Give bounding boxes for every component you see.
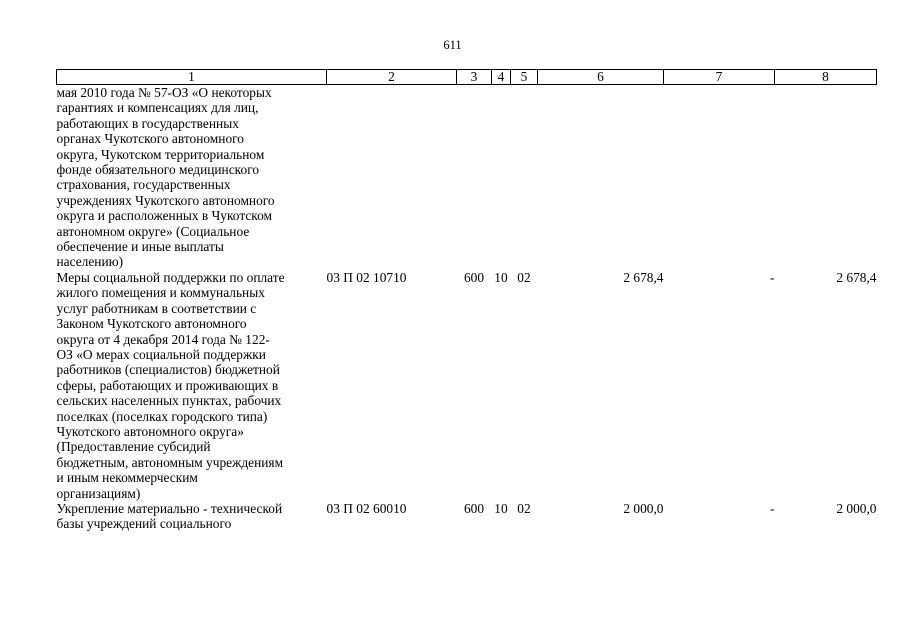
text-line: округа от 4 декабря 2014 года № 122- xyxy=(56,331,270,347)
section-code xyxy=(492,85,511,270)
target-code: 03 П 02 10710 xyxy=(326,269,407,285)
section-code: 10 xyxy=(494,269,508,285)
text-line: учреждениях Чукотского автономного xyxy=(56,192,275,208)
text-line: органах Чукотского автономного xyxy=(56,131,244,147)
text-line: работающих в государственных xyxy=(56,115,239,131)
target-code xyxy=(327,85,457,270)
text-line: услуг работникам в соответствии с xyxy=(56,300,257,316)
text-line: Законом Чукотского автономного xyxy=(56,316,247,332)
subsection-code: 02 xyxy=(517,269,531,285)
text-line: фонде обязательного медицинского xyxy=(56,162,260,178)
amount-col6: 2 678,4 xyxy=(623,269,664,285)
table-header-row xyxy=(57,70,877,85)
text-line: ОЗ «О мерах социальной поддержки xyxy=(56,346,266,362)
text-line: гарантиях и компенсациях для лиц, xyxy=(56,100,259,116)
text-line: населению) xyxy=(56,254,124,270)
text-line: мая 2010 года № 57-ОЗ «О некоторых xyxy=(56,85,272,100)
budget-table xyxy=(56,69,877,532)
expense-type xyxy=(457,85,492,270)
text-line: (Предоставление субсидий xyxy=(56,439,211,455)
column-header: 5 xyxy=(511,70,538,85)
text-line: сферы, работающих и проживающих в xyxy=(56,377,279,393)
section-code: 10 xyxy=(494,500,508,516)
table-row xyxy=(57,85,877,270)
text-line: и иным некоммерческим xyxy=(56,470,198,486)
text-line: базы учреждений социального xyxy=(56,516,232,532)
text-line: Меры социальной поддержки по оплате xyxy=(56,269,285,285)
text-line: обеспечение и иные выплаты xyxy=(56,239,224,255)
column-header: 6 xyxy=(538,70,664,85)
row-description xyxy=(57,85,327,270)
amount-col7: - xyxy=(770,500,775,516)
column-header: 3 xyxy=(457,70,492,85)
amount-col8 xyxy=(775,85,877,270)
text-line: жилого помещения и коммунальных xyxy=(56,285,265,301)
subsection-code: 02 xyxy=(517,500,531,516)
column-header: 2 xyxy=(327,70,457,85)
column-header: 7 xyxy=(664,70,775,85)
text-line: бюджетным, автономным учреждениям xyxy=(56,454,284,470)
text-line: сельских населенных пунктах, рабочих xyxy=(56,393,282,409)
table-row xyxy=(57,270,877,501)
text-line: Укрепление материально - технической xyxy=(56,500,283,516)
text-line: округа, Чукотском территориальном xyxy=(56,146,265,162)
expense-type: 600 xyxy=(463,500,485,516)
text-line: страхования, государственных xyxy=(56,177,231,193)
text-line: организациям) xyxy=(56,485,141,501)
amount-col7: - xyxy=(770,269,775,285)
expense-type: 600 xyxy=(463,269,485,285)
page-number: 611 xyxy=(443,38,462,52)
row-description xyxy=(57,501,327,532)
table-row xyxy=(57,501,877,532)
row-description xyxy=(57,270,327,501)
amount-col7 xyxy=(664,85,775,270)
column-header: 8 xyxy=(775,70,877,85)
amount-col6 xyxy=(538,85,664,270)
target-code: 03 П 02 60010 xyxy=(326,500,407,516)
column-header: 4 xyxy=(492,70,511,85)
amount-col6: 2 000,0 xyxy=(623,500,664,516)
text-line: работников (специалистов) бюджетной xyxy=(56,362,280,378)
text-line: автономном округе» (Социальное xyxy=(56,223,250,239)
text-line: Чукотского автономного округа» xyxy=(56,423,244,439)
subsection-code xyxy=(511,85,538,270)
text-line: округа и расположенных в Чукотском xyxy=(56,208,273,224)
amount-col8: 2 678,4 xyxy=(836,269,877,285)
column-header: 1 xyxy=(57,70,327,85)
text-line: поселках (поселках городского типа) xyxy=(56,408,268,424)
amount-col8: 2 000,0 xyxy=(836,500,877,516)
